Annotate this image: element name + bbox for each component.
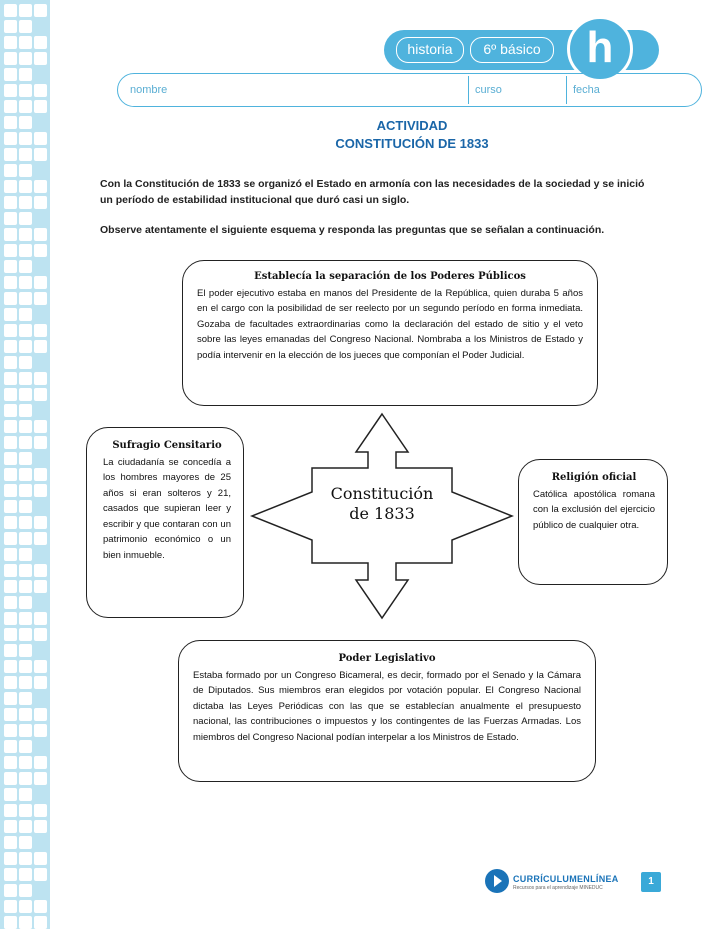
center-line-2: de 1833 bbox=[349, 504, 415, 523]
page-number-badge: 1 bbox=[641, 872, 661, 892]
diagram-center-label bbox=[320, 484, 444, 524]
suffrage-box-text: La ciudadanía se concedía a los hombres mayores de 25 años si eran solteros y 21, casados que supieran leer y escribir y que contaran con un patrimonio económico o un bien inmueble. bbox=[103, 456, 231, 561]
footer-brand: CURRÍCULUMENLÍNEA bbox=[513, 874, 619, 884]
name-field-label: nombre bbox=[130, 84, 168, 96]
suffrage-box-title: Sufragio Censitario bbox=[112, 440, 222, 451]
religion-box-text: Católica apostólica romana con la exclusión del ejercicio público de cualquier otra. bbox=[533, 488, 655, 531]
intro-paragraph: Con la Constitución de 1833 se organizó el Estado en armonía con las necesidades de la sociedad y se inició un período de estabilidad institucional que duró casi un siglo. bbox=[100, 178, 645, 206]
religion-box-title: Religión oficial bbox=[551, 472, 637, 483]
legislative-box-text: Estaba formado por un Congreso Bicameral, es decir, formado por el Senado y la Cámara de Diputados. Sus miembros eran elegidos por votación popular. El Congreso Nacional dictaba las Leyes Periódicas con las que se establecían anualmente el presupuesto nacional, las contribuciones o impuestos y los contingentes de las Fuerzas Armadas. Los miembros del Congreso Nacional podían interpelar a los Ministros de Estado. bbox=[193, 669, 581, 743]
activity-heading: ACTIVIDAD bbox=[376, 118, 448, 133]
play-arrow-icon bbox=[485, 869, 509, 893]
legislative-box bbox=[178, 640, 596, 782]
h-logo-icon: h bbox=[567, 16, 633, 82]
subject-tag: historia bbox=[396, 37, 464, 63]
page-title: CONSTITUCIÓN DE 1833 bbox=[335, 136, 489, 151]
course-field-label: curso bbox=[475, 84, 502, 96]
legislative-box-title: Poder Legislativo bbox=[338, 653, 436, 664]
powers-box bbox=[182, 260, 598, 406]
footer-tagline: Recursos para el aprendizaje MINEDUC bbox=[513, 885, 603, 891]
curriculum-logo-icon bbox=[485, 869, 509, 893]
center-line-1: Constitución bbox=[330, 484, 434, 503]
instruction-paragraph: Observe atentamente el siguiente esquema y responda las preguntas que se señalan a continuación. bbox=[100, 224, 605, 236]
religion-box bbox=[518, 459, 668, 585]
date-field-label: fecha bbox=[573, 84, 600, 96]
powers-box-title: Establecía la separación de los Poderes Públicos bbox=[254, 271, 526, 282]
grade-tag: 6º básico bbox=[470, 37, 554, 63]
suffrage-box bbox=[86, 427, 244, 618]
powers-box-text: El poder ejecutivo estaba en manos del Presidente de la República, quien duraba 5 años en el cargo con la posibilidad de ser reelecto por un segundo período en forma inmediata. Gozaba de facultades extraordinarias como la declaración del estado de sitio y el veto sobre las leyes emanadas del Congreso Nacional. Nombraba a los Ministros de Estado y podía intervenir en la elección de los jueces que componían el Poder Judicial. bbox=[197, 287, 583, 361]
